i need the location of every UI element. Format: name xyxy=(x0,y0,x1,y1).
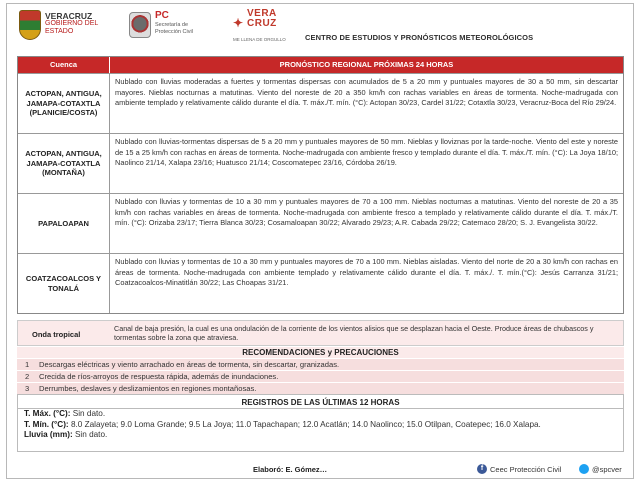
pc-subtitle: Secretaría de Protección Civil xyxy=(155,22,193,35)
veracruz-brand-tagline: ME LLENA DE ORGULLO xyxy=(233,37,286,42)
veracruz-logo xyxy=(19,10,119,44)
rain-record xyxy=(18,430,623,441)
forecast-text: Nublado con lluvias y tormentas de 10 a 30 mm y puntuales mayores de 70 a 100 mm. Nieblas nocturnas a matutinas. Viento del noreste de 20 a 35 km/h con rachas variables en áreas de tormenta. Noche-madrugada con ambiente fresco a templado y relativamente cálido durante el día. T. máx./T. mín. (°C): Orizaba 23/17; Tierra Blanca 30/23; Cosamaloapan 30/22; Alvarado 29/23; A.R. Cabada 29/22; Catemaco 28/20; S. J. Evangelista 30/22. xyxy=(115,197,618,228)
forecast-column-header: PRONÓSTICO REGIONAL PRÓXIMAS 24 HORAS xyxy=(279,60,454,69)
facebook-handle: Ceec Protección Civil xyxy=(490,464,562,474)
records-title: REGISTROS DE LAS ÚLTIMAS 12 HORAS xyxy=(18,397,623,409)
recommendation-item xyxy=(17,370,624,382)
facebook-icon: f xyxy=(477,464,487,474)
rain-label: Lluvia (mm): xyxy=(24,430,73,439)
records-box xyxy=(17,394,624,452)
basin-name: ACTOPAN, ANTIGUA, JAMAPA-COTAXTLA (PLANICIE/COSTA) xyxy=(18,74,110,133)
twitter-icon xyxy=(579,464,589,474)
tropical-wave-text: Canal de baja presión, la cual es una ondulación de la corriente de los vientos alisios que se desplazan hacia el Oeste. Produce áreas de chubascos y tormentas sobre la zona que atraviesa. xyxy=(114,324,594,342)
basin-name: ACTOPAN, ANTIGUA, JAMAPA-COTAXTLA (MONTAÑA) xyxy=(18,134,110,193)
recommendations xyxy=(17,347,624,394)
twitter-link[interactable] xyxy=(579,464,622,474)
forecast-row xyxy=(18,193,623,253)
forecast-text: Nublado con lluvias y tormentas de 10 a 30 mm y puntuales mayores de 70 a 100 mm. Nieblas aisladas. Viento del norte de 20 a 30 km/h con rachas en áreas de tormenta. Noche-madrugada con ambiente templado y relativamente cálido durante el día. T. máx./. T. mín.(°C): Jesús Carranza 31/21; Coatzacoalcos-Minatitlán 30/22; Las Choapas 31/21. xyxy=(115,257,618,288)
recommendation-text: Descargas eléctricas y viento arrachado en áreas de tormenta, sin descartar, granizadas. xyxy=(39,360,340,369)
bulletin-sheet xyxy=(6,3,634,479)
recommendation-item xyxy=(17,382,624,394)
tropical-wave-label: Onda tropical xyxy=(32,330,81,339)
recommendations-title: RECOMENDACIONES y PRECAUCIONES xyxy=(17,347,624,358)
recommendation-number: 3 xyxy=(25,384,30,393)
twitter-handle: @spcver xyxy=(592,464,622,474)
tropical-wave-note xyxy=(17,320,624,346)
center-title: CENTRO DE ESTUDIOS Y PRONÓSTICOS METEOROLÓGICOS xyxy=(305,33,534,42)
pc-title: PC xyxy=(155,10,169,21)
basin-name: COATZACOALCOS Y TONALÁ xyxy=(18,254,110,313)
proteccion-civil-logo xyxy=(129,10,215,44)
veracruz-shield-icon xyxy=(19,10,41,40)
veracruz-subtitle: GOBIERNO DEL ESTADO xyxy=(45,20,99,35)
recommendation-text: Derrumbes, deslaves y deslizamientos en regiones montañosas. xyxy=(39,384,257,393)
forecast-text: Nublado con lluvias moderadas a fuertes y tormentas dispersas con acumulados de 5 a 20 mm y puntuales mayores de 30 a 50 mm, sin descartar mayores. Nieblas nocturnas a matutinas. Viento del noreste de 20 a 350 km/h con rachas variables en áreas de tormenta. Noche-madrugada con ambiente templado y relativamente cálido durante el día. T. máx./T. mín. (°C): Actopan 30/23, Cardel 31/22; Cotaxtla 30/23, Veracruz-Boca del Río 29/24. xyxy=(115,77,618,108)
forecast-row xyxy=(18,73,623,133)
basin-column-header: Cuenca xyxy=(18,57,110,73)
recommendation-number: 2 xyxy=(25,372,30,381)
tmax-record xyxy=(18,409,623,420)
tmax-value: Sin dato. xyxy=(72,409,106,418)
forecast-row xyxy=(18,253,623,313)
veracruz-title: VERACRUZ xyxy=(45,11,93,21)
recommendation-item xyxy=(17,358,624,370)
veracruz-mark-icon: ✦ xyxy=(232,16,244,30)
header xyxy=(7,4,633,48)
elaborated-by: Elaboró: E. Gómez… xyxy=(253,465,328,474)
facebook-link[interactable] xyxy=(477,464,561,474)
forecast-text: Nublado con lluvias-tormentas dispersas de 5 a 20 mm y puntuales mayores de 50 mm. Nieblas y lloviznas por la tarde-noche. Viento del este y noreste de 15 a 25 km/h con rachas en áreas de tormenta. Noche-madrugada con ambiente fresco y templado durante el día. T. máx./T. mín. (°C): La Joya 18/10; Naolinco 21/14, Xalapa 23/16; Huatusco 21/14; Coscomatepec 23/16, Córdoba 26/19. xyxy=(110,134,623,193)
forecast-row xyxy=(18,133,623,193)
tmin-label: T. Mín. (°C): xyxy=(24,419,69,429)
footer xyxy=(7,462,633,478)
recommendation-number: 1 xyxy=(25,360,30,369)
tmin-record xyxy=(18,420,623,431)
forecast-table-header xyxy=(18,57,623,73)
tmax-label: T. Máx. (°C): xyxy=(24,409,71,418)
forecast-table xyxy=(17,56,624,314)
tmin-value: 8.0 Zalayeta; 9.0 Loma Grande; 9.5 La Joya; 11.0 Tapachapan; 12.0 Acatlán; 14.0 Naolinco; 15.0 Otilpan, Coatepec; 16.0 Xalapa. xyxy=(70,419,541,429)
pc-emblem-icon xyxy=(129,12,151,38)
basin-name: PAPALOAPAN xyxy=(18,194,110,253)
veracruz-brand-logo xyxy=(231,8,293,46)
recommendation-text: Crecida de ríos-arroyos de respuesta rápida, además de inundaciones. xyxy=(39,372,279,381)
rain-value: Sin dato. xyxy=(74,430,108,439)
veracruz-brand-word: VERA CRUZ xyxy=(247,8,277,29)
